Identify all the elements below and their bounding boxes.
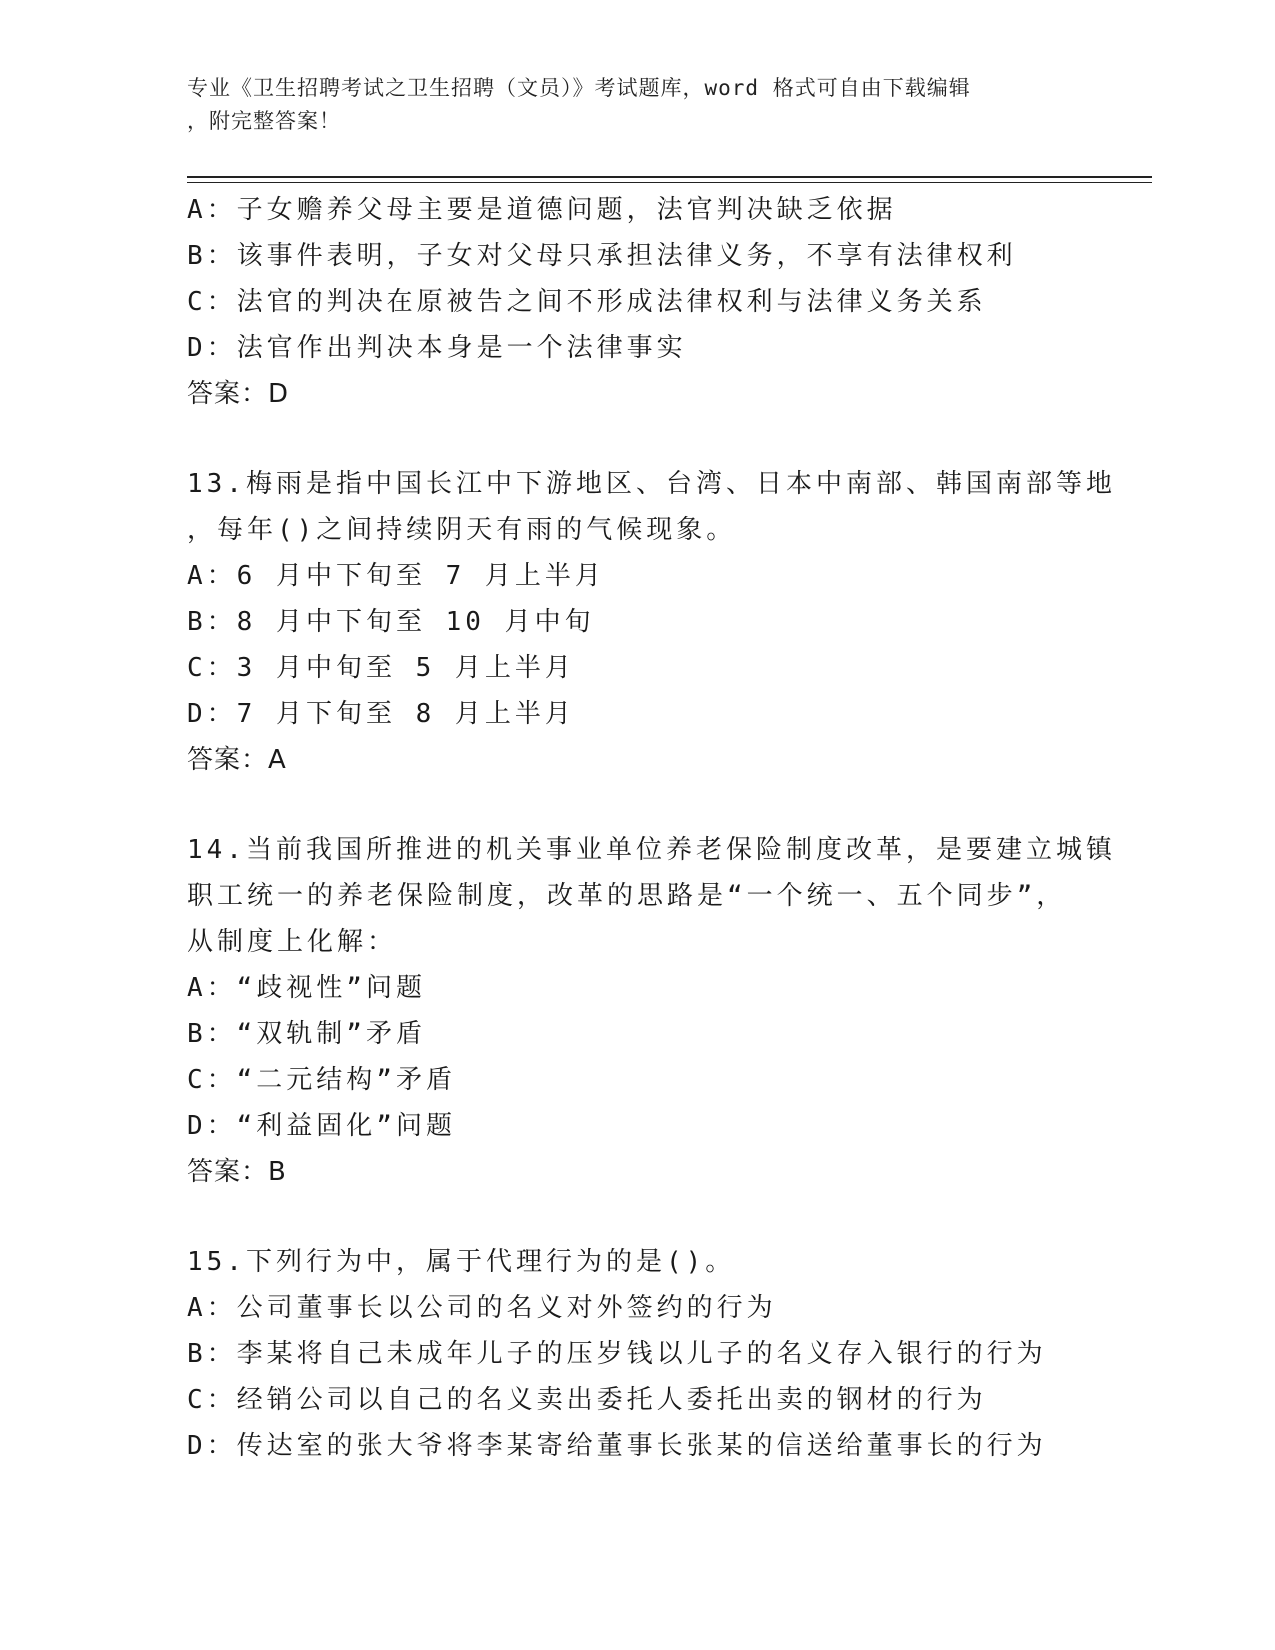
q15-option-b: B：李某将自己未成年儿子的压岁钱以儿子的名义存入银行的行为 bbox=[187, 1339, 1047, 1369]
q14-stem-line-3: 从制度上化解： bbox=[187, 927, 398, 957]
q14-option-d: D：“利益固化”问题 bbox=[187, 1111, 456, 1141]
q13-answer: 答案：A bbox=[187, 745, 287, 775]
q15-option-c: C：经销公司以自己的名义卖出委托人委托出卖的钢材的行为 bbox=[187, 1385, 987, 1415]
q13-option-a: A：6 月中下旬至 7 月上半月 bbox=[187, 561, 605, 591]
header-divider-thick bbox=[187, 176, 1152, 178]
q12-option-a: A：子女赡养父母主要是道德问题，法官判决缺乏依据 bbox=[187, 195, 897, 225]
q14-stem-line-1: 14.当前我国所推进的机关事业单位养老保险制度改革，是要建立城镇 bbox=[187, 835, 1116, 865]
question-13 bbox=[187, 461, 1147, 783]
header-line-2: ，附完整答案！ bbox=[187, 109, 341, 133]
q13-option-b: B：8 月中下旬至 10 月中旬 bbox=[187, 607, 595, 637]
question-12 bbox=[187, 187, 1147, 417]
header-line-1: 专业《卫生招聘考试之卫生招聘（文员）》考试题库，word 格式可自由下载编辑 bbox=[187, 76, 971, 100]
q15-option-d: D：传达室的张大爷将李某寄给董事长张某的信送给董事长的行为 bbox=[187, 1431, 1047, 1461]
q13-stem-line-1: 13.梅雨是指中国长江中下游地区、台湾、日本中南部、韩国南部等地 bbox=[187, 469, 1116, 499]
q14-option-c: C：“二元结构”矛盾 bbox=[187, 1065, 456, 1095]
spacer bbox=[187, 417, 1147, 461]
q12-answer: 答案：D bbox=[187, 379, 290, 409]
q13-option-c: C：3 月中旬至 5 月上半月 bbox=[187, 653, 575, 683]
q13-option-d: D：7 月下旬至 8 月上半月 bbox=[187, 699, 575, 729]
q15-option-a: A：公司董事长以公司的名义对外签约的行为 bbox=[187, 1293, 777, 1323]
question-14 bbox=[187, 827, 1147, 1195]
spacer bbox=[187, 783, 1147, 827]
q14-answer: 答案：B bbox=[187, 1157, 287, 1187]
q12-option-c: C：法官的判决在原被告之间不形成法律权利与法律义务关系 bbox=[187, 287, 987, 317]
q14-stem-line-2: 职工统一的养老保险制度，改革的思路是“一个统一、五个同步”， bbox=[187, 881, 1067, 911]
q15-stem-line-1: 15.下列行为中，属于代理行为的是()。 bbox=[187, 1247, 736, 1277]
q12-option-b: B：该事件表明，子女对父母只承担法律义务，不享有法律权利 bbox=[187, 241, 1017, 271]
question-list bbox=[187, 187, 1147, 1469]
q12-option-d: D：法官作出判决本身是一个法律事实 bbox=[187, 333, 687, 363]
spacer bbox=[187, 1195, 1147, 1239]
header-divider-thin bbox=[187, 182, 1152, 183]
question-15 bbox=[187, 1239, 1147, 1469]
q14-option-a: A：“歧视性”问题 bbox=[187, 973, 426, 1003]
q14-option-b: B：“双轨制”矛盾 bbox=[187, 1019, 426, 1049]
document-header bbox=[187, 72, 1087, 138]
q13-stem-line-2: ，每年()之间持续阴天有雨的气候现象。 bbox=[187, 515, 737, 545]
